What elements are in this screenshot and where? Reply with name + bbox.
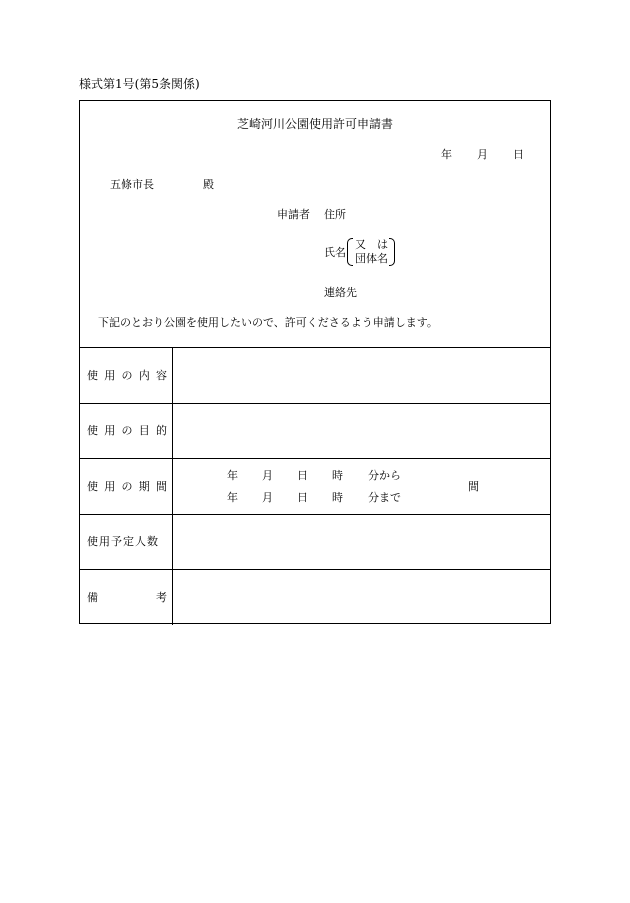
to-day: 日 — [297, 491, 308, 504]
application-form — [79, 100, 551, 624]
label-usage-purpose — [87, 425, 167, 436]
addressee-honorific: 殿 — [203, 178, 214, 191]
form-number: 様式第1号(第5条関係) — [79, 77, 200, 91]
label-char: の — [121, 480, 133, 493]
request-statement: 下記のとおり公園を使用したいので、許可くださるよう申請します。 — [98, 316, 438, 329]
label-char: 用 — [104, 424, 116, 437]
label-char: の — [121, 369, 133, 382]
divider — [80, 514, 550, 515]
from-minute: 分から — [368, 469, 401, 482]
label-usage-content — [87, 370, 167, 381]
name-note-line1: 又 は — [355, 238, 388, 251]
name-note-left-bracket — [347, 238, 353, 266]
period-duration: 間 — [468, 480, 479, 493]
from-month: 月 — [262, 469, 273, 482]
to-year: 年 — [227, 491, 238, 504]
to-hour: 時 — [332, 491, 343, 504]
addressee-name: 五條市長 — [110, 178, 154, 191]
label-char: 使 — [87, 369, 98, 382]
label-char: 的 — [156, 424, 167, 437]
divider — [80, 569, 550, 570]
divider — [80, 403, 550, 404]
label-char: の — [121, 424, 133, 437]
name-label: 氏名 — [324, 246, 346, 259]
label-expected-people: 使用予定人数 — [87, 535, 159, 548]
label-usage-period — [87, 481, 167, 492]
date-month: 月 — [477, 148, 488, 161]
label-char: 期 — [138, 480, 150, 493]
label-char: 容 — [156, 369, 167, 382]
to-minute: 分まで — [368, 491, 401, 504]
label-char: 使 — [87, 480, 98, 493]
label-remarks — [87, 592, 167, 603]
label-char: 間 — [156, 480, 167, 493]
label-char: 考 — [156, 591, 167, 604]
to-month: 月 — [262, 491, 273, 504]
from-day: 日 — [297, 469, 308, 482]
address-label: 住所 — [324, 208, 346, 221]
applicant-label: 申請者 — [277, 208, 310, 221]
label-char: 用 — [104, 369, 116, 382]
label-char: 用 — [104, 480, 116, 493]
divider — [80, 458, 550, 459]
date-year: 年 — [441, 148, 452, 161]
divider — [80, 347, 550, 348]
contact-label: 連絡先 — [324, 286, 357, 299]
name-note-line2: 団体名 — [355, 252, 388, 265]
label-char: 使 — [87, 424, 98, 437]
label-char: 備 — [87, 591, 98, 604]
label-char: 目 — [138, 424, 150, 437]
column-divider — [172, 347, 173, 625]
date-day: 日 — [513, 148, 524, 161]
form-title: 芝崎河川公園使用許可申請書 — [236, 117, 393, 131]
from-year: 年 — [227, 469, 238, 482]
name-note-right-bracket — [389, 238, 395, 266]
from-hour: 時 — [332, 469, 343, 482]
label-char: 内 — [138, 369, 150, 382]
